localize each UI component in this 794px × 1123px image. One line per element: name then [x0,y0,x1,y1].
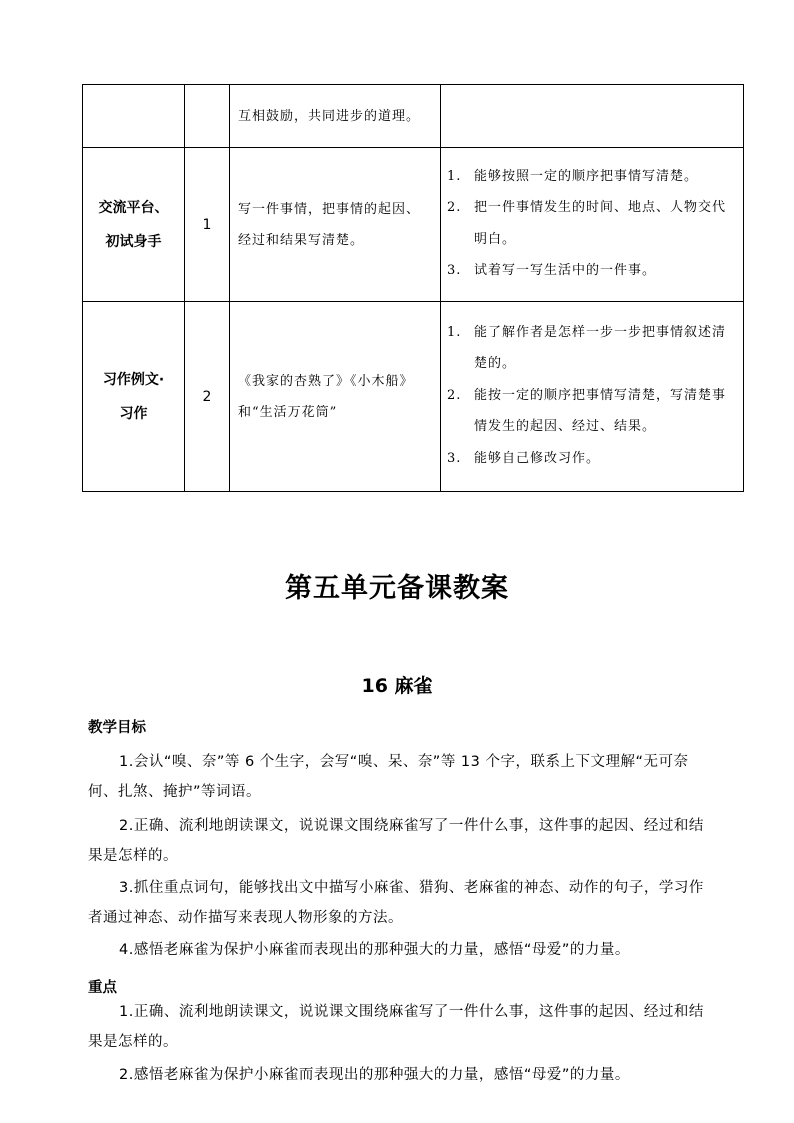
table-row [83,302,744,492]
list-item [447,443,737,475]
list-item [447,255,737,287]
list-item [447,317,737,380]
item-number: 2. [447,387,462,403]
item-number: 1. [447,324,462,340]
key-point-item: 1.正确、流利地朗读课文，说说课文围绕麻雀写了一件什么事，这件事的起因、经过和结果是怎样的。 [88,1004,704,1050]
item-text: 能按一定的顺序把事情写清楚，写清楚事情发生的起因、经过、结果。 [474,387,727,435]
unit-title: 第五单元备课教案 [285,573,509,604]
list-item [447,380,737,443]
goals-list [447,317,737,475]
hours-cell: 2 [185,302,230,492]
content-cell: 写一件事情，把事情的起因、经过和结果写清楚。 [230,148,441,302]
objective-item: 2.正确、流利地朗读课文，说说课文围绕麻雀写了一件什么事，这件事的起因、经过和结果是怎样的。 [88,818,704,864]
objective-item: 1.会认“嗅、奈”等 6 个生字，会写“嗅、呆、奈”等 13 个字，联系上下文理解“无可奈何、扎煞、掩护”等词语。 [88,754,689,800]
section-cell [83,302,185,492]
item-text: 试着写一写生活中的一件事。 [474,263,657,278]
objective-item: 3.抓住重点词句，能够找出文中描写小麻雀、猎狗、老麻雀的神态、动作的句子，学习作者通过神态、动作描写来表现人物形象的方法。 [88,880,704,926]
item-text: 能够按照一定的顺序把事情写清楚。 [474,168,699,184]
table-row [83,85,744,148]
item-text: 能够自己修改习作。 [474,450,601,466]
objective-item: 4.感悟老麻雀为保护小麻雀而表现出的那种强大的力量，感悟“母爱”的力量。 [119,942,630,958]
item-number: 3. [447,263,462,278]
list-item [447,192,737,255]
goals-cell [441,302,744,492]
item-number: 2. [447,200,462,215]
content-cell: 互相鼓励，共同进步的道理。 [230,85,441,148]
goals-cell [441,148,744,302]
section-label: 习作例文·习作 [102,371,165,422]
section-label: 交流平台、初试身手 [98,199,169,250]
list-item [447,161,737,193]
item-number: 3. [447,450,462,466]
hours-cell: 1 [185,148,230,302]
section-cell [83,148,185,302]
lesson-title: 16 麻雀 [361,675,433,697]
key-point-item: 2.感悟老麻雀为保护小麻雀而表现出的那种强大的力量，感悟“母爱”的力量。 [119,1067,630,1083]
key-points-heading: 重点 [88,980,117,996]
unit-plan-table [82,84,744,492]
item-number: 1. [447,168,462,184]
goals-list [447,161,737,287]
hours-cell [185,85,230,148]
table-row [83,148,744,302]
content-cell: 《我家的杏熟了》《小木船》和“生活万花筒” [230,302,441,492]
section-cell [83,85,185,148]
item-text: 能了解作者是怎样一步一步把事情叙述清楚的。 [474,324,727,372]
goals-cell [441,85,744,148]
objectives-heading: 教学目标 [88,720,146,736]
item-text: 把一件事情发生的时间、地点、人物交代明白。 [474,200,727,247]
